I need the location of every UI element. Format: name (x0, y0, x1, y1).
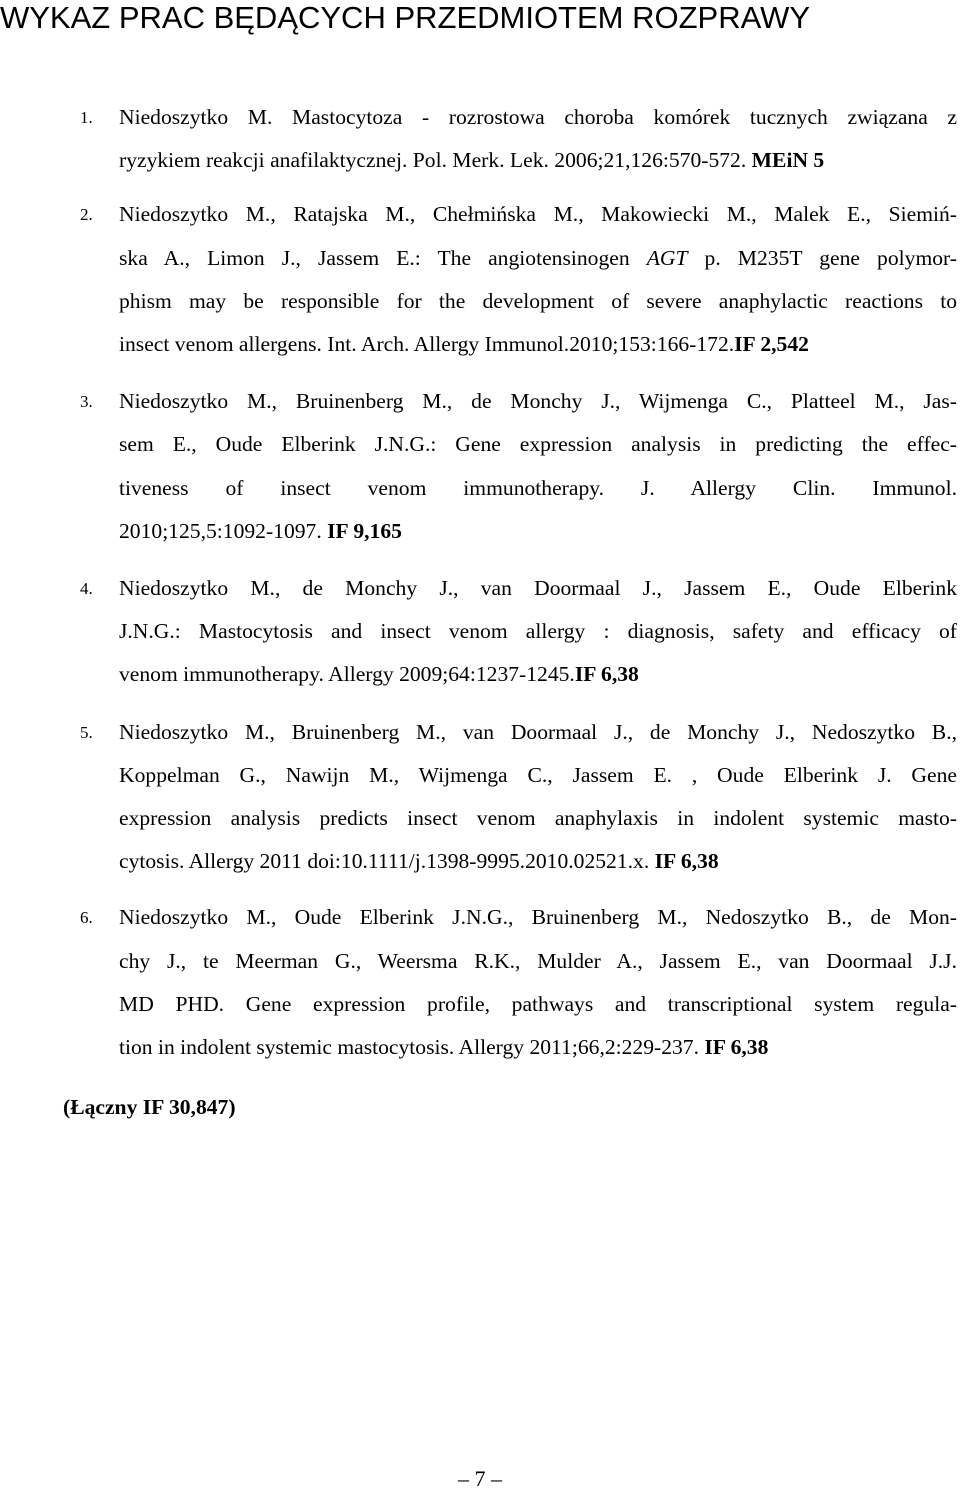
page-number: – 7 – (458, 1466, 502, 1491)
publication-item-4 (0, 567, 960, 697)
impact-factor: IF 6,38 (704, 1035, 769, 1060)
impact-factor: IF 6,38 (574, 662, 639, 687)
page-heading: WYKAZ PRAC BĘDĄCYCH PRZEDMIOTEM ROZPRAWY (0, 0, 811, 35)
citation (119, 193, 957, 366)
total-impact-factor: (Łączny IF 30,847) (63, 1095, 236, 1119)
citation-line: sem E., Oude Elberink J.N.G.: Gene expression analysis in predicting the effec- (119, 432, 957, 457)
item-number: 5. (80, 722, 93, 742)
citation-text: ska A., Limon J., Jassem E.: The angiotensinogen (119, 245, 647, 270)
publication-list (0, 96, 960, 1069)
citation-line: Niedoszytko M., Ratajska M., Chełmińska M., Makowiecki M., Malek E., Siemiń- (119, 202, 957, 227)
item-number: 6. (80, 908, 93, 928)
citation-line: expression analysis predicts insect venom anaphylaxis in indolent systemic masto- (119, 806, 957, 831)
impact-factor: IF 9,165 (327, 518, 402, 543)
citation-text: p. M235T gene polymor- (687, 245, 957, 270)
citation-line: Niedoszytko M., de Monchy J., van Doormaal J., Jassem E., Oude Elberink (119, 576, 957, 601)
publication-item-5 (0, 711, 960, 884)
citation-line: Niedoszytko M. Mastocytoza - rozrostowa choroba komórek tucznych związana z (119, 105, 957, 129)
impact-factor: MEiN 5 (751, 148, 825, 173)
citation-line: tiveness of insect venom immunotherapy. J. Allergy Clin. Immunol. (119, 475, 957, 500)
citation-text: cytosis. Allergy 2011 doi:10.1111/j.1398-9995.2010.02521.x. (119, 849, 655, 874)
item-number: 2. (80, 205, 93, 225)
citation-line (119, 840, 957, 883)
citation-text: 2010;125,5:1092-1097. (119, 518, 328, 543)
gene-name: AGT (646, 245, 688, 270)
citation (119, 96, 957, 182)
publication-item-2 (0, 193, 960, 366)
citation-text: tion in indolent systemic mastocytosis. Allergy 2011;66,2:229-237. (119, 1035, 705, 1060)
citation-line (119, 323, 957, 366)
citation-line (119, 510, 957, 553)
citation-text: insect venom allergens. Int. Arch. Allergy Immunol.2010;153:166-172. (119, 332, 735, 357)
citation (119, 567, 957, 697)
citation-line (119, 1026, 957, 1069)
item-number: 1. (80, 108, 93, 127)
citation-line (119, 139, 957, 182)
publication-item-6 (0, 896, 960, 1069)
citation-line: Niedoszytko M., Oude Elberink J.N.G., Bruinenberg M., Nedoszytko B., de Mon- (119, 905, 957, 930)
item-number: 3. (80, 392, 93, 412)
citation-line: phism may be responsible for the development of severe anaphylactic reactions to (119, 288, 957, 313)
citation (119, 711, 957, 884)
impact-factor: IF 2,542 (734, 332, 809, 357)
citation-text: ryzykiem reakcji anafilaktycznej. Pol. Merk. Lek. 2006;21,126:570-572. (119, 148, 747, 173)
item-number: 4. (80, 579, 93, 599)
publication-item-3 (0, 380, 960, 553)
citation (119, 380, 957, 553)
citation-line: chy J., te Meerman G., Weersma R.K., Mulder A., Jassem E., van Doormaal J.J. (119, 948, 957, 973)
citation-line (119, 653, 957, 696)
citation-line: Niedoszytko M., Bruinenberg M., van Doormaal J., de Monchy J., Nedoszytko B., (119, 719, 957, 744)
citation-line (119, 237, 957, 280)
citation-line: Niedoszytko M., Bruinenberg M., de Monchy J., Wijmenga C., Platteel M., Jas- (119, 389, 957, 414)
impact-factor: IF 6,38 (654, 849, 719, 874)
citation-line: J.N.G.: Mastocytosis and insect venom allergy : diagnosis, safety and efficacy of (119, 619, 957, 644)
citation-text: venom immunotherapy. Allergy 2009;64:1237-1245. (119, 662, 575, 687)
citation (119, 896, 957, 1069)
citation-line: MD PHD. Gene expression profile, pathways and transcriptional system regula- (119, 991, 957, 1016)
citation-line: Koppelman G., Nawijn M., Wijmenga C., Jassem E. , Oude Elberink J. Gene (119, 762, 957, 787)
publication-item-1 (0, 96, 960, 182)
